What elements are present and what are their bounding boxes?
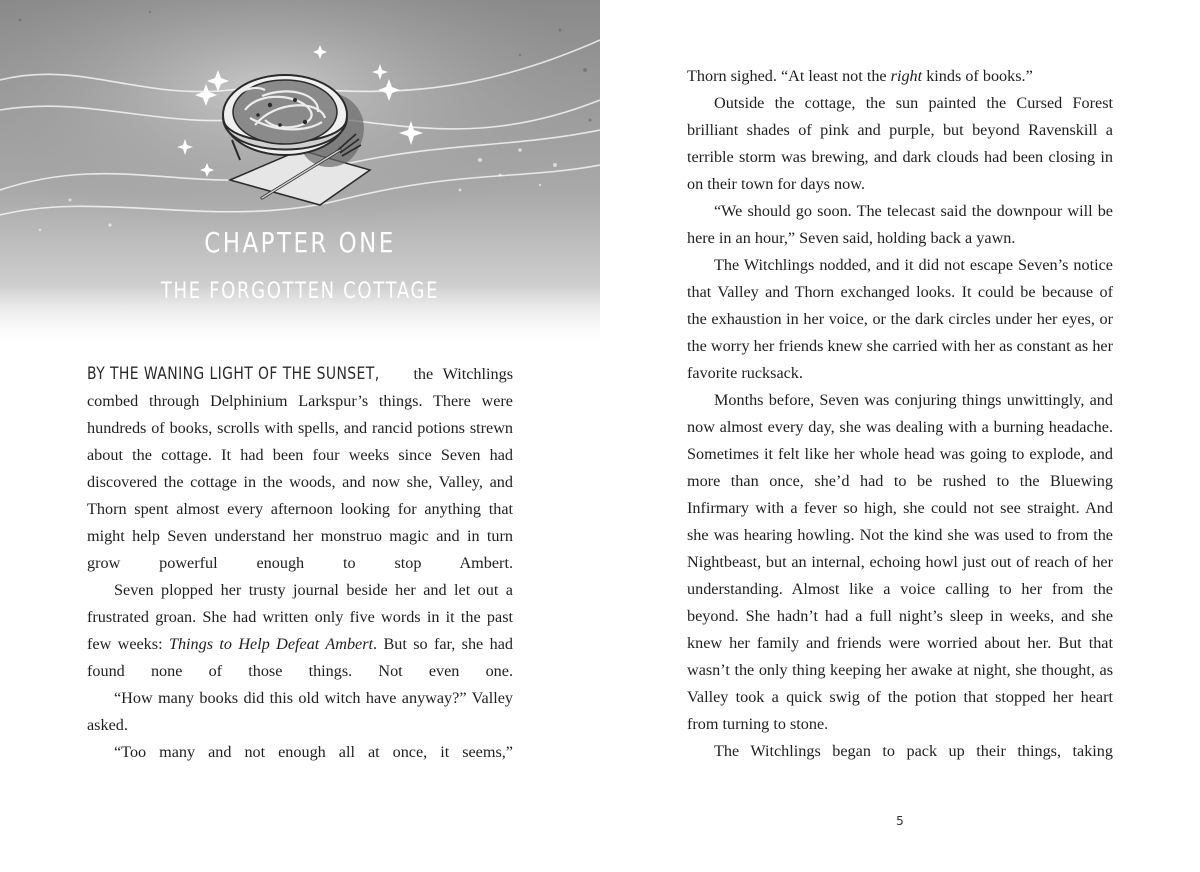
page-number: 5: [896, 814, 904, 828]
lead-in-text: BY THE WANING LIGHT OF THE SUNSET,: [87, 364, 380, 384]
chapter-title: THE FORGOTTEN COTTAGE: [160, 279, 440, 304]
paragraph: Seven plopped her trusty journal beside her and let out a frustrated groan. She had written only five words in it the past few weeks: Things to Help Defeat Ambert. But so far, she had found none of those things. Not even one.: [87, 581, 513, 680]
right-page: [600, 0, 1200, 872]
chapter-number: CHAPTER ONE: [204, 226, 396, 259]
paragraph: “How many books did this old witch have anyway?” Valley asked.: [87, 689, 513, 734]
paragraph-text: the Witchlings combed through Delphinium Larkspur’s things. There were hundreds of books, scrolls with spells, and rancid potions strewn about the cottage. It had been four weeks since Seven had discovered the cottage in the woods, and now she, Valley, and Thorn spent almost every afternoon looking for anything that might help Seven understand her monstruo magic and in turn grow powerful enough to stop Ambert.: [87, 365, 513, 572]
emphasis: right: [890, 67, 923, 85]
paragraph: [87, 361, 513, 577]
paragraph: Outside the cottage, the sun painted the Cursed Forest brilliant shades of pink and purple, but beyond Ravenskill a terrible storm was brewing, and dark clouds had been closing in on their town for days now.: [687, 94, 1113, 193]
paragraph: The Witchlings nodded, and it did not escape Seven’s notice that Valley and Thorn exchanged looks. It could be because of the exhaustion in her voice, or the dark circles under her eyes, or the worry her friends knew she carried with her as constant as her favorite rucksack.: [687, 256, 1113, 382]
paragraph: “We should go soon. The telecast said the downpour will be here in an hour,” Seven said, holding back a yawn.: [687, 202, 1113, 247]
journal-title: Things to Help Defeat Ambert: [168, 635, 374, 653]
paragraph: The Witchlings began to pack up their things, taking: [714, 742, 1113, 760]
right-page-body: [687, 63, 1113, 765]
paragraph: Thorn sighed. “At least not the right kinds of books.”: [687, 67, 1033, 85]
paragraph: Months before, Seven was conjuring things unwittingly, and now almost every day, she was dealing with a burning headache. Sometimes it felt like her whole head was going to explode, and more than once, she’d had to be rushed to the Bluewing Infirmary with a fever so high, she could not see straight. And she was hearing howling. Not the kind she was used to from the Nightbeast, but an internal, echoing howl just out of reach of her understanding. Almost like a voice calling to her from the beyond. She hadn’t had a full night’s sleep in weeks, and she knew her family and friends were worried about her. But that wasn’t the only thing keeping her awake at night, she thought, as Valley took a quick swig of the potion that stopped her heart from turning to stone.: [687, 391, 1113, 733]
left-page-body: [87, 361, 513, 766]
paragraph: “Too many and not enough all at once, it seems,”: [114, 743, 513, 761]
